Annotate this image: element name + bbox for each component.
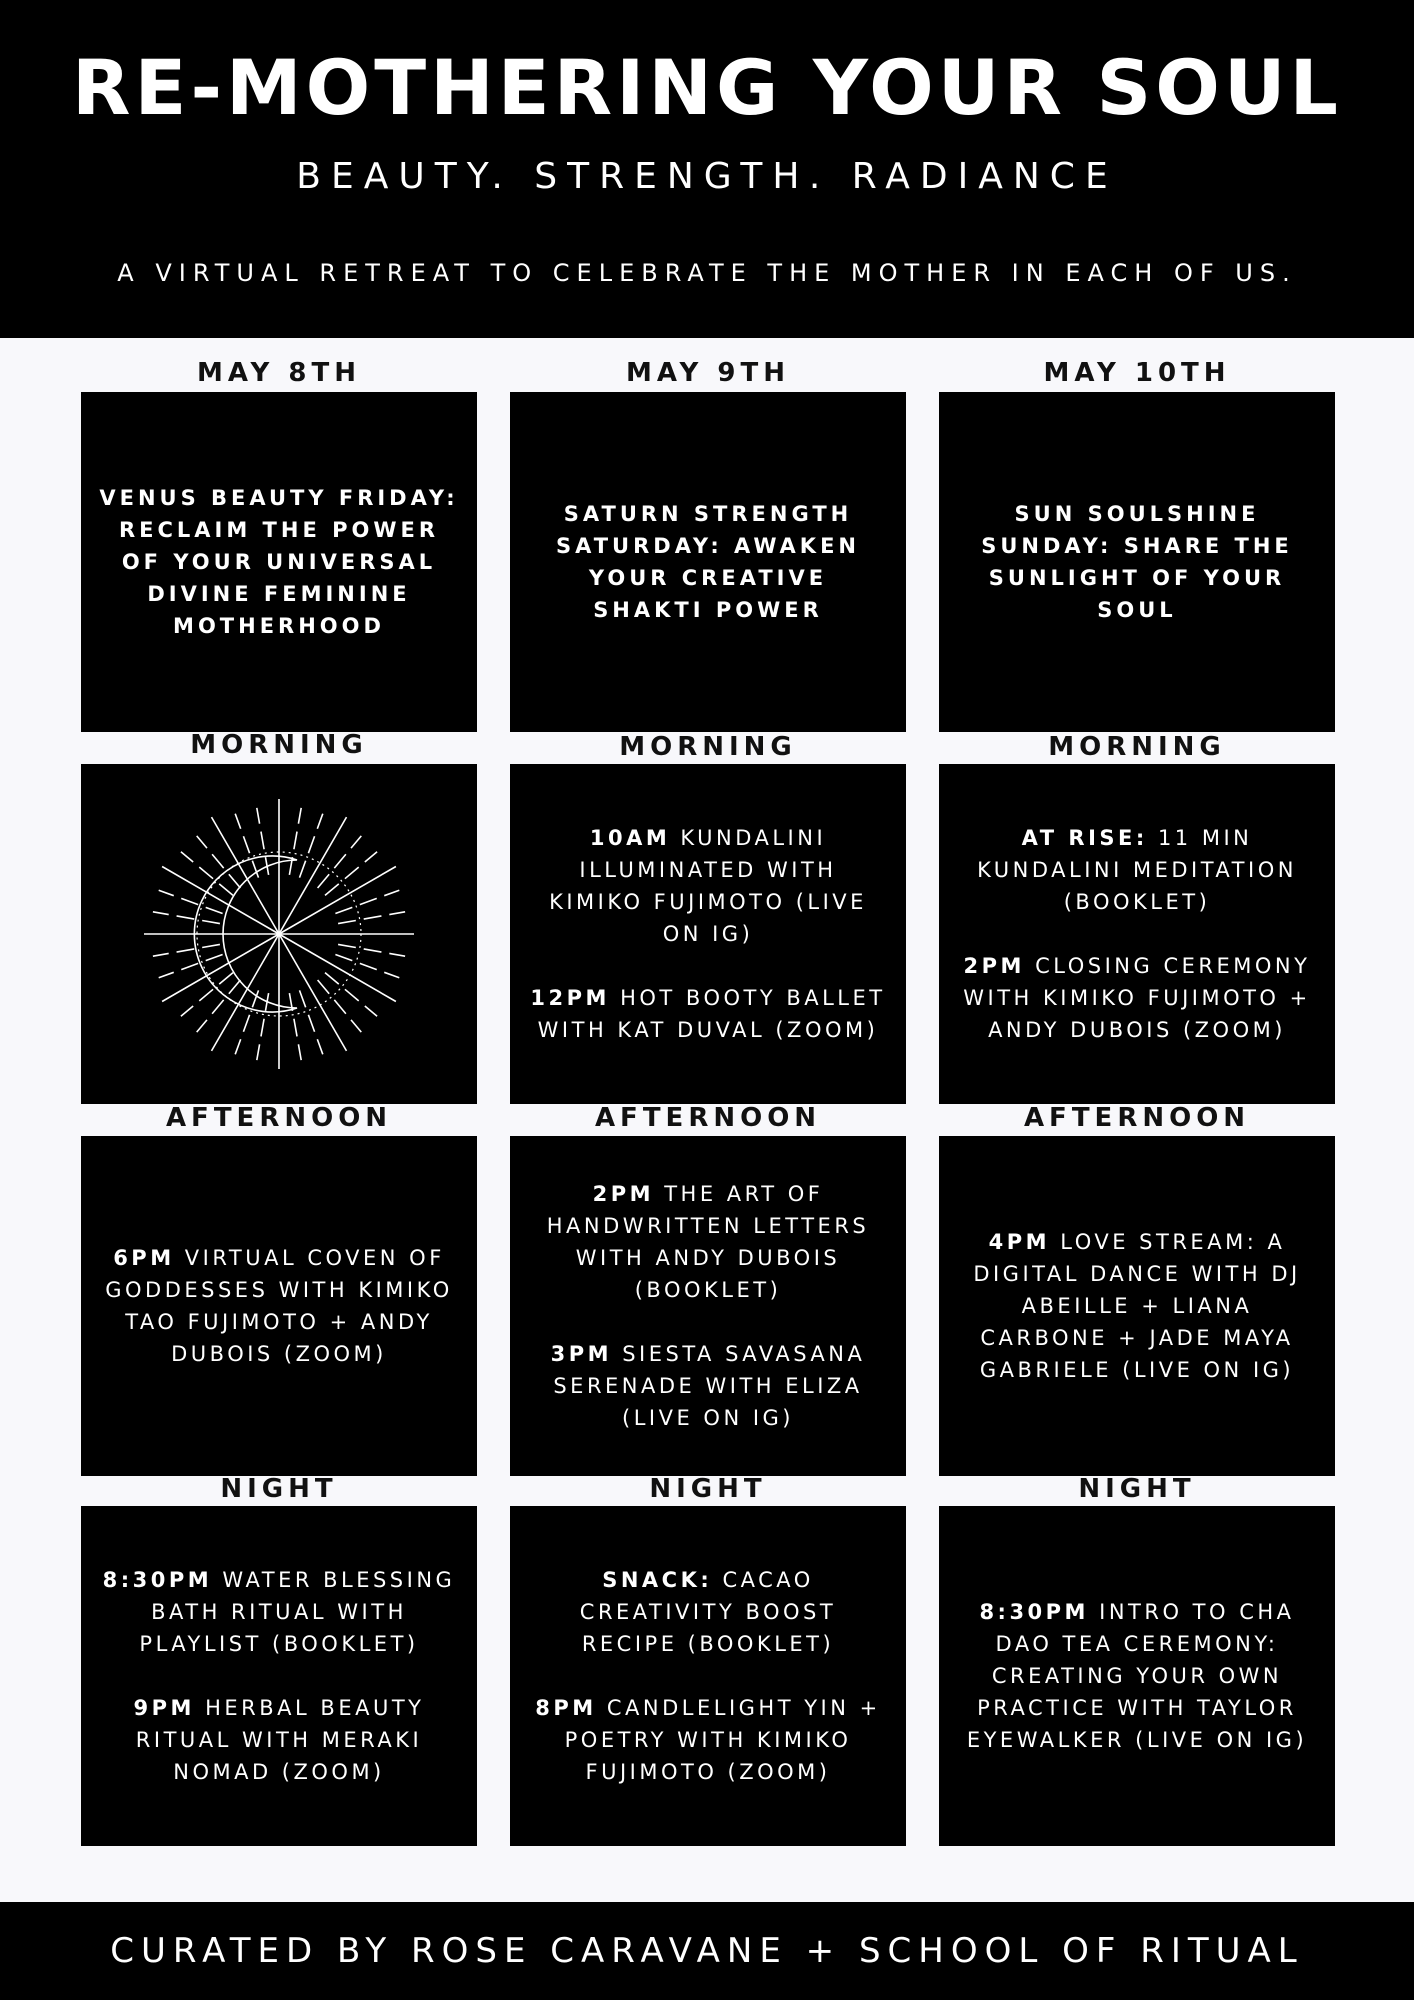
event xyxy=(528,1178,888,1306)
afternoon-box xyxy=(510,1136,906,1476)
event-text: HERBAL BEAUTY RITUAL WITH MERAKI NOMAD (ZOOM) xyxy=(135,1696,425,1784)
event xyxy=(957,1596,1317,1756)
night-box xyxy=(939,1506,1335,1846)
footer xyxy=(0,1902,1414,2000)
afternoon-label: AFTERNOON xyxy=(165,1103,393,1133)
sun-ray xyxy=(279,817,347,934)
sun-ray xyxy=(181,973,233,1017)
sun-ray xyxy=(159,955,223,978)
sun-ray xyxy=(318,980,362,1032)
sun-ray xyxy=(335,955,399,978)
event-text: THE ART OF HANDWRITTEN LETTERS WITH ANDY DUBOIS (BOOKLET) xyxy=(546,1182,870,1302)
night-box xyxy=(81,1506,477,1846)
night-label: NIGHT xyxy=(649,1474,767,1504)
event-time: 8:30PM xyxy=(102,1568,213,1592)
page-tagline: A VIRTUAL RETREAT TO CELEBRATE THE MOTHER IN EACH OF US. xyxy=(117,259,1297,287)
event-text: WATER BLESSING BATH RITUAL WITH PLAYLIST (BOOKLET) xyxy=(139,1568,456,1656)
event-time: 8PM xyxy=(535,1696,597,1720)
morning-label: MORNING xyxy=(190,730,368,760)
event xyxy=(99,1692,459,1788)
event-time: AT RISE: xyxy=(1021,826,1148,850)
night-box xyxy=(510,1506,906,1846)
sun-ray xyxy=(300,990,323,1054)
event-text: SIESTA SAVASANA SERENADE WITH ELIZA (LIVE ON IG) xyxy=(553,1342,866,1430)
night-label: NIGHT xyxy=(220,1474,338,1504)
theme-box xyxy=(81,392,477,732)
event-time: 12PM xyxy=(530,986,610,1010)
event xyxy=(99,1564,459,1660)
event xyxy=(528,1564,888,1660)
event-time: SNACK: xyxy=(602,1568,713,1592)
event-text: CLOSING CEREMONY WITH KIMIKO FUJIMOTO + ANDY DUBOIS (ZOOM) xyxy=(963,954,1311,1042)
event-text: INTRO TO CHA DAO TEA CEREMONY: CREATING YOUR OWN PRACTICE WITH TAYLOR EYEWALKER (LIVE ON IG) xyxy=(966,1600,1308,1752)
event-time: 10AM xyxy=(589,826,671,850)
sun-ray xyxy=(235,990,258,1054)
sun-ray xyxy=(197,836,241,888)
sun-ray xyxy=(257,808,269,875)
footer-credit: CURATED BY ROSE CARAVANE + SCHOOL OF RITUAL xyxy=(110,1931,1304,1971)
event xyxy=(99,1242,459,1370)
sun-ray xyxy=(289,993,301,1060)
sun-ray xyxy=(153,912,220,924)
event-time: 8:30PM xyxy=(979,1600,1089,1624)
sun-ray xyxy=(181,852,233,896)
theme-text: VENUS BEAUTY FRIDAY: RECLAIM THE POWER OF YOUR UNIVERSAL DIVINE FEMININE MOTHERHOOD xyxy=(99,486,459,638)
afternoon-label: AFTERNOON xyxy=(594,1103,822,1133)
event-time: 2PM xyxy=(592,1182,655,1206)
page-subtitle: BEAUTY. STRENGTH. RADIANCE xyxy=(296,156,1118,197)
event-text: LOVE STREAM: A DIGITAL DANCE WITH DJ ABEILLE + LIANA CARBONE + JADE MAYA GABRIELE (LIVE ON IG) xyxy=(973,1230,1301,1382)
morning-label: MORNING xyxy=(619,732,797,762)
date-label: MAY 8TH xyxy=(197,358,361,388)
sun-ray xyxy=(153,944,220,956)
sun-ray xyxy=(318,836,362,888)
event-time: 6PM xyxy=(113,1246,175,1270)
header xyxy=(0,0,1414,338)
event xyxy=(957,1226,1317,1386)
date-label: MAY 9TH xyxy=(626,358,790,388)
morning-label: MORNING xyxy=(1048,732,1226,762)
sun-ray xyxy=(300,814,323,878)
morning-box xyxy=(81,764,477,1104)
event-time: 2PM xyxy=(963,954,1025,978)
event xyxy=(528,982,888,1046)
theme-text: SATURN STRENGTH SATURDAY: AWAKEN YOUR CREATIVE SHAKTI POWER xyxy=(555,502,861,622)
afternoon-label: AFTERNOON xyxy=(1023,1103,1251,1133)
date-label: MAY 10TH xyxy=(1043,358,1231,388)
event xyxy=(528,1692,888,1788)
sun-ray xyxy=(338,912,405,924)
event-text: CACAO CREATIVITY BOOST RECIPE (BOOKLET) xyxy=(579,1568,837,1656)
sun-ray xyxy=(279,934,396,1002)
event xyxy=(957,822,1317,918)
sun-ray xyxy=(289,808,301,875)
event-time: 3PM xyxy=(550,1342,613,1366)
sun-ray xyxy=(159,890,223,913)
afternoon-box xyxy=(81,1136,477,1476)
event-text: HOT BOOTY BALLET WITH KAT DUVAL (ZOOM) xyxy=(537,986,886,1042)
sun-ray xyxy=(257,993,269,1060)
event-text: KUNDALINI ILLUMINATED WITH KIMIKO FUJIMOTO (LIVE ON IG) xyxy=(549,826,867,946)
theme-box xyxy=(939,392,1335,732)
morning-box xyxy=(510,764,906,1104)
page-title: RE-MOTHERING YOUR SOUL xyxy=(72,43,1342,132)
morning-box xyxy=(939,764,1335,1104)
event-text: 11 MIN KUNDALINI MEDITATION (BOOKLET) xyxy=(977,826,1297,914)
sun-ray xyxy=(325,852,377,896)
event xyxy=(957,950,1317,1046)
sun-ray xyxy=(197,980,241,1032)
sun-moon-icon xyxy=(139,794,419,1074)
afternoon-box xyxy=(939,1136,1335,1476)
theme-box xyxy=(510,392,906,732)
sun-ray xyxy=(338,944,405,956)
event-time: 9PM xyxy=(133,1696,195,1720)
event xyxy=(528,1338,888,1434)
event xyxy=(528,822,888,950)
event-time: 4PM xyxy=(988,1230,1051,1254)
sun-ray xyxy=(325,973,377,1017)
sun-ray xyxy=(235,814,258,878)
sun-ray xyxy=(279,934,347,1051)
event-text: CANDLELIGHT YIN + POETRY WITH KIMIKO FUJIMOTO (ZOOM) xyxy=(564,1696,881,1784)
theme-text: SUN SOULSHINE SUNDAY: SHARE THE SUNLIGHT OF YOUR SOUL xyxy=(981,502,1293,622)
event-text: VIRTUAL COVEN OF GODDESSES WITH KIMIKO TAO FUJIMOTO + ANDY DUBOIS (ZOOM) xyxy=(105,1246,453,1366)
sun-ray xyxy=(335,890,399,913)
night-label: NIGHT xyxy=(1078,1474,1196,1504)
